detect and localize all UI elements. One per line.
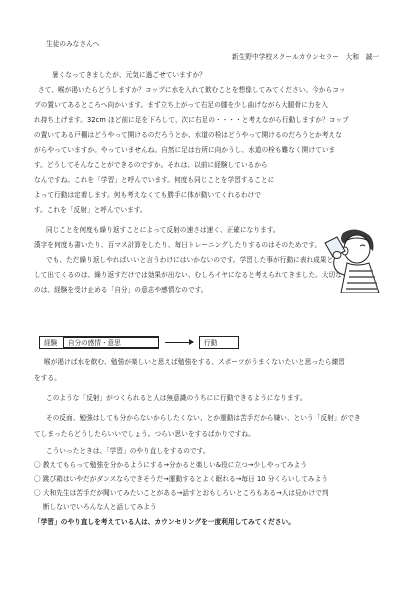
arrow-right-icon: [165, 342, 193, 343]
body-line: がらやっていますか。やっていませんね。自然に足は台所に向かうし、水道の栓も難なく開けていま: [34, 146, 336, 154]
self-label: 自分の感情・意思: [68, 339, 121, 347]
body-line: の置いてある戸棚はどうやって開けるのだろうとか、水道の栓はどうやって開けるのだろうとか考えな: [34, 131, 342, 139]
learning-diagram: [39, 336, 279, 351]
body-line: なんですね。これを「学習」と呼んでいます。何度も同じことを学習することに: [34, 176, 275, 184]
list-item: 〇 教えてもらって勉強を分かるようにする→分かると楽しい&役に立つ→少しやってみよう: [34, 461, 308, 469]
closing-line: 「学習」のやり直しを考えている人は、カウンセリングを一度利用してみてください。: [34, 518, 295, 526]
body-line: 同じことを何度も繰り返すことによって反射の速さは速く、正確になります。: [46, 226, 280, 234]
body-line: プの置いてあるところへ向かいます。まず立ち上がって右足の膝を少し曲げながら大腿骨に力を入: [34, 101, 328, 109]
list-item: 〇 大和先生は苦手だが聞いてみたいことがある→話すとおもしろいところもある→人は見かけで判: [34, 489, 329, 497]
body-line: こういったときは、「学習」のやり直しをするのです。: [46, 447, 210, 455]
body-line: す。これを「反射」と呼んでいます。: [34, 206, 147, 214]
greeting: 生徒のみなさんへ: [46, 40, 100, 48]
list-item: 断しないでいろんな人と話してみよう: [34, 503, 157, 511]
body-line: れ持ち上げます。32cm ほど前に足を下ろして、次に右足の・・・・と考えながら行動しますか？コップ: [34, 116, 349, 124]
body-line: このような「反射」がつくられると人は無意識のうちにに行動できるようになります。: [46, 394, 307, 402]
body-line: てしまったらどうしたらいいでしょう。つらい思いをするばかりですね。: [34, 430, 255, 438]
body-line: す。どうしてそんなことができるのですか。それは、以前に経験しているから: [34, 161, 268, 169]
body-line: よって行動は定着します。何も考えなくても勝手に体が動いてくれるわけで: [34, 191, 262, 199]
action-label: 行動: [204, 339, 218, 347]
opening-line: 暑くなってきましたが、元気に過ごせていますか？: [52, 71, 206, 79]
body-line: でも、ただ繰り返しやればいいと言うわけにはいかないのです。学習した事が行動に表れ成果と: [46, 256, 334, 264]
author-line: 新生野中学校スクールカウンセラー 大和 誠一: [232, 53, 380, 61]
body-line: をする。: [34, 374, 61, 382]
action-box: [199, 336, 239, 349]
body-line: さて、喉が渇いたらどうしますか？コップに水を入れて飲むことを想像してみてください。今からコッ: [38, 86, 346, 94]
body-line: して出てくるのは、繰り返すだけでは効果が出ない、むしろイヤになると考えられてきました。大切な: [34, 271, 342, 279]
body-line: その反面、勉強はしても分からないからしたくない、とか運動は苦手だから嫌い、という「反射」ができ: [46, 414, 361, 422]
body-line: 喉が渇けば水を飲む、勉強が楽しいと思えば勉強をする、スポーツがうまくないたいと思ったら練習: [44, 358, 345, 366]
body-line: 漢字を何度も書いたり、百マス計算をしたり、毎日トレーニングしたりするのはそのためです。: [34, 241, 322, 249]
experience-label: 経験: [44, 339, 58, 347]
list-item: 〇 跳び箱はいやだがダンスならできそうだ→運動するとよく眠れる→毎日 10 分くらいしてみよう: [34, 475, 328, 483]
body-line: のは、経験を受け止める「自分」の意志や感情なのです。: [34, 286, 208, 294]
self-box: [63, 337, 159, 348]
